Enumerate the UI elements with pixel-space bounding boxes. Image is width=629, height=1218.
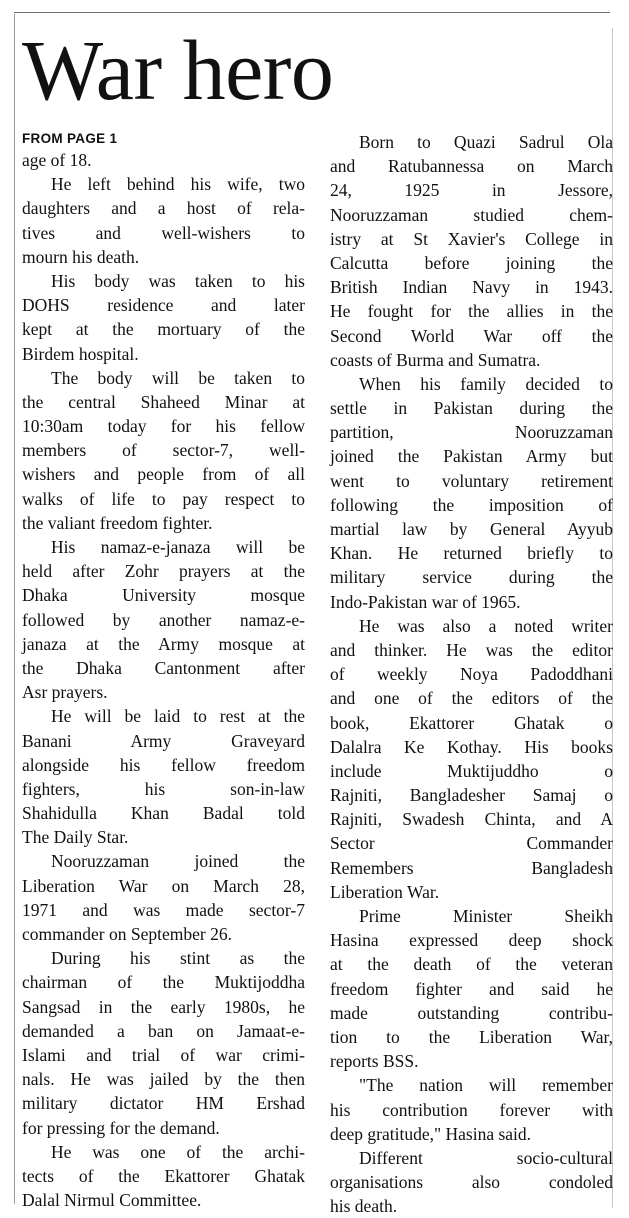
left-column-rule bbox=[14, 14, 15, 1204]
text-line: of weekly Noya Padoddhani bbox=[330, 664, 613, 685]
text-line: Islami and trial of war crimi- bbox=[22, 1044, 305, 1065]
text-line: his death. bbox=[330, 1196, 398, 1217]
right-column bbox=[330, 130, 614, 1218]
text-line: Liberation War on March 28, bbox=[22, 875, 305, 896]
text-line: the central Shaheed Minar at bbox=[22, 391, 305, 412]
text-line: martial law by General Ayyub bbox=[330, 519, 613, 539]
text-line: 1971 and was made sector-7 bbox=[22, 899, 305, 920]
text-line: He was also a noted writer bbox=[359, 615, 613, 636]
paragraph bbox=[22, 269, 306, 366]
text-line: He left behind his wife, two bbox=[51, 174, 305, 195]
text-line: book, Ekattorer Ghatak o bbox=[330, 712, 613, 733]
text-line: 24, 1925 in Jessore, bbox=[330, 180, 613, 201]
paragraph bbox=[330, 1073, 614, 1146]
paragraph bbox=[22, 535, 306, 704]
text-line: commander on September 26. bbox=[22, 924, 232, 944]
text-line: wishers and people from of all bbox=[22, 464, 305, 485]
text-line: alongside his fellow freedom bbox=[22, 754, 305, 775]
text-line: demanded a ban on Jamaat-e- bbox=[22, 1020, 305, 1041]
text-line: tives and well-wishers to bbox=[22, 222, 305, 243]
text-line: and Ratubannessa on March bbox=[330, 156, 613, 177]
text-line: held after Zohr prayers at the bbox=[22, 561, 305, 582]
text-line: He was one of the archi- bbox=[51, 1141, 305, 1162]
paragraph bbox=[330, 1146, 614, 1218]
text-line: mourn his death. bbox=[22, 246, 140, 267]
text-line: at the death of the veteran bbox=[330, 954, 613, 975]
text-line: military dictator HM Ershad bbox=[22, 1093, 305, 1114]
text-line: following the imposition of bbox=[330, 494, 613, 515]
text-line: tects of the Ekattorer Ghatak bbox=[22, 1165, 305, 1186]
text-line: Khan. He returned briefly to bbox=[330, 543, 613, 564]
text-line: Rajniti, Swadesh Chinta, and A bbox=[330, 809, 613, 830]
text-line: partition, Nooruzzaman bbox=[330, 422, 613, 443]
top-rule bbox=[14, 12, 610, 13]
text-line: His body was taken to his bbox=[51, 270, 305, 291]
kicker-from-page-1: FROM PAGE 1 bbox=[22, 131, 118, 146]
text-line: He fought for the allies in the bbox=[330, 301, 613, 322]
text-line: Birdem hospital. bbox=[22, 343, 139, 364]
text-line: 10:30am today for his fellow bbox=[22, 416, 305, 437]
text-line: age of 18. bbox=[22, 150, 92, 170]
left-column bbox=[22, 130, 306, 1212]
text-line: the valiant freedom fighter. bbox=[22, 512, 213, 533]
text-line: deep gratitude," Hasina said. bbox=[330, 1123, 532, 1144]
text-line: settle in Pakistan during the bbox=[330, 398, 613, 419]
text-line: tion to the Liberation War, bbox=[330, 1026, 613, 1047]
text-line: the Dhaka Cantonment after bbox=[22, 657, 305, 678]
text-line: British Indian Navy in 1943. bbox=[330, 277, 613, 298]
text-line: Nooruzzaman studied chem- bbox=[330, 204, 613, 225]
text-line: Dalalra Ke Kothay. His books bbox=[330, 736, 613, 757]
text-line: His namaz-e-janaza will be bbox=[51, 537, 305, 557]
text-line: Second World War off the bbox=[330, 325, 613, 346]
text-line: military service during the bbox=[330, 567, 613, 588]
paragraph bbox=[22, 366, 306, 535]
text-line: DOHS residence and later bbox=[22, 295, 305, 316]
text-line: for pressing for the demand. bbox=[22, 1117, 220, 1138]
paragraph bbox=[330, 372, 614, 614]
paragraph bbox=[330, 904, 614, 1073]
text-line: Sector Commander bbox=[330, 833, 613, 854]
text-line: daughters and a host of rela- bbox=[22, 198, 305, 219]
text-line: fighters, his son-in-law bbox=[22, 778, 305, 799]
left-column-body bbox=[22, 148, 306, 1212]
paragraph bbox=[22, 148, 306, 172]
text-line: nals. He was jailed by the then bbox=[22, 1069, 305, 1090]
text-line: made outstanding contribu- bbox=[330, 1002, 613, 1023]
text-line: reports BSS. bbox=[330, 1051, 419, 1072]
text-line: Sangsad in the early 1980s, he bbox=[22, 996, 305, 1017]
text-line: Remembers Bangladesh bbox=[330, 857, 613, 878]
text-line: During his stint as the bbox=[51, 948, 305, 969]
text-line: members of sector-7, well- bbox=[22, 440, 305, 461]
text-line: include Muktijuddho o bbox=[330, 760, 613, 781]
text-line: organisations also condoled bbox=[330, 1172, 613, 1193]
text-line: Born to Quazi Sadrul Ola bbox=[359, 132, 613, 152]
paragraph bbox=[330, 614, 614, 904]
text-line: Asr prayers. bbox=[22, 682, 108, 703]
text-line: Indo-Pakistan war of 1965. bbox=[330, 591, 521, 612]
text-line: freedom fighter and said he bbox=[330, 978, 613, 999]
text-line: Rajniti, Bangladesher Samaj o bbox=[330, 785, 613, 806]
text-line: Different socio-cultural bbox=[359, 1147, 613, 1168]
text-line: followed by another namaz-e- bbox=[22, 609, 305, 630]
text-line: Dalal Nirmul Committee. bbox=[22, 1190, 202, 1211]
text-line: Nooruzzaman joined the bbox=[51, 851, 305, 872]
text-line: went to voluntary retirement bbox=[330, 470, 613, 491]
text-line: The Daily Star. bbox=[22, 827, 129, 848]
text-line: Prime Minister Sheikh bbox=[359, 906, 613, 926]
text-line: kept at the mortuary of the bbox=[22, 319, 305, 340]
paragraph bbox=[22, 172, 306, 269]
text-line: joined the Pakistan Army but bbox=[330, 446, 613, 467]
text-line: Banani Army Graveyard bbox=[22, 730, 305, 751]
text-line: his contribution forever with bbox=[330, 1099, 613, 1120]
paragraph bbox=[330, 130, 614, 372]
text-line: Liberation War. bbox=[330, 881, 440, 902]
text-line: Hasina expressed deep shock bbox=[330, 930, 613, 951]
text-line: and one of the editors of the bbox=[330, 688, 613, 709]
text-line: When his family decided to bbox=[359, 373, 613, 394]
text-line: and thinker. He was the editor bbox=[330, 639, 613, 660]
paragraph bbox=[22, 704, 306, 849]
text-line: janaza at the Army mosque at bbox=[22, 633, 305, 654]
text-line: Dhaka University mosque bbox=[22, 585, 305, 606]
paragraph bbox=[22, 946, 306, 1140]
text-line: walks of life to pay respect to bbox=[22, 488, 305, 509]
text-line: chairman of the Muktijoddha bbox=[22, 972, 305, 993]
text-line: He will be laid to rest at the bbox=[51, 706, 305, 727]
headline: War hero bbox=[22, 22, 334, 118]
text-line: istry at St Xavier's College in bbox=[330, 228, 613, 249]
paragraph bbox=[22, 849, 306, 946]
text-line: coasts of Burma and Sumatra. bbox=[330, 349, 541, 370]
right-column-body bbox=[330, 130, 614, 1218]
text-line: Shahidulla Khan Badal told bbox=[22, 803, 305, 824]
text-line: "The nation will remember bbox=[359, 1075, 613, 1096]
text-line: The body will be taken to bbox=[51, 367, 305, 388]
text-line: Calcutta before joining the bbox=[330, 252, 613, 273]
paragraph bbox=[22, 1140, 306, 1213]
